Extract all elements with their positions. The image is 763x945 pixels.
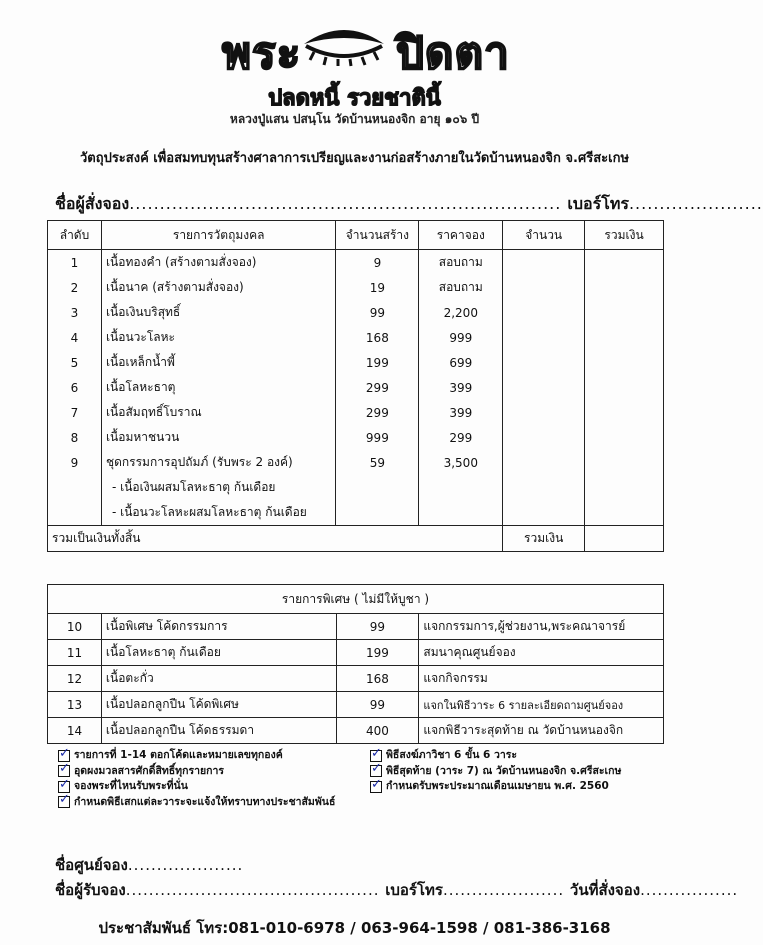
notes-left — [58, 748, 335, 810]
row-no: 4 — [48, 325, 102, 350]
table-row — [48, 250, 664, 276]
row-item: เนื้อมหาชนวน — [101, 425, 335, 450]
col-header-item: รายการวัตถุมงคล — [101, 221, 335, 250]
row-price: สอบถาม — [419, 275, 503, 300]
checkbox-icon — [58, 796, 70, 808]
row-item: ชุดกรรมการอุปถัมภ์ (รับพระ 2 องค์) — [101, 450, 335, 475]
receiver-label: ชื่อผู้รับจอง — [55, 881, 126, 899]
row-qty: 99 — [336, 692, 419, 718]
row-no: 3 — [48, 300, 102, 325]
row-no: 5 — [48, 350, 102, 375]
row-price: 399 — [419, 400, 503, 425]
row-item: เนื้อสัมฤทธิ์โบราณ — [101, 400, 335, 425]
note-item: ✓ จองพระที่ไหนรับพระที่นั่น — [58, 779, 335, 795]
row-no: 14 — [48, 718, 102, 744]
row-note: แจกพิธีวาระสุดท้าย ณ วัดบ้านหนองจิก — [419, 718, 664, 744]
row-price: 999 — [419, 325, 503, 350]
order-date-field[interactable]: ................. — [640, 881, 739, 899]
col-header-no: ลำดับ — [48, 221, 102, 250]
row-no: 2 — [48, 275, 102, 300]
row-item: เนื้อเงินบริสุทธิ์ — [101, 300, 335, 325]
table-header-row — [48, 221, 664, 250]
row-price: สอบถาม — [419, 250, 503, 276]
booking-center-line — [55, 853, 243, 877]
note-item: ✓ พิธีสงฆ์ภาวิชา 6 ขั้น 6 วาระ — [370, 748, 621, 764]
row-no: 11 — [48, 640, 102, 666]
note-item: ✓ พิธีสุดท้าย (วาระ 7) ณ วัดบ้านหนองจิก จ.ศรีสะเกษ — [370, 764, 621, 780]
closed-eye-icon — [300, 22, 388, 66]
row-note: แจกกิจกรรม — [419, 666, 664, 692]
row-price: 299 — [419, 425, 503, 450]
table-row — [48, 666, 664, 692]
receiver-phone-label: เบอร์โทร — [385, 881, 443, 899]
row-item: เนื้อพิเศษ โค้ดกรรมการ — [101, 614, 336, 640]
row-qty: 19 — [336, 275, 419, 300]
note-item: ✓ กำหนดรับพระประมาณเดือนเมษายน พ.ศ. 2560 — [370, 779, 621, 795]
row-qty: 299 — [336, 400, 419, 425]
checkbox-icon — [370, 781, 382, 793]
row-no: 10 — [48, 614, 102, 640]
checkbox-icon — [58, 750, 70, 762]
title-right: ปิดตา — [396, 28, 510, 79]
col-header-price: ราคาจอง — [419, 221, 503, 250]
special-table — [47, 584, 664, 744]
table-row — [48, 692, 664, 718]
row-item: เนื้อตะกั่ว — [101, 666, 336, 692]
order-line — [55, 192, 763, 217]
order-table — [47, 220, 664, 552]
note-item: ✓ อุดผงมวลสารศักดิ์สิทธิ์ทุกรายการ — [58, 764, 335, 780]
checkbox-icon — [58, 781, 70, 793]
title-left: พระ — [222, 28, 302, 79]
table-row — [48, 640, 664, 666]
orderer-name-field[interactable]: ....................................................................... — [129, 194, 568, 213]
row-no: 7 — [48, 400, 102, 425]
checkbox-icon — [58, 765, 70, 777]
sub-item: - เนื้อนวะโลหะผสมโลหะธาตุ ก้นเดือย — [101, 500, 335, 526]
special-title: รายการพิเศษ ( ไม่มีให้บูชา ) — [48, 585, 664, 614]
order-date-label: วันที่สั่งจอง — [569, 881, 641, 899]
subtitle: ปลดหนี้ รวยชาตินี้ — [268, 85, 441, 111]
row-no: 8 — [48, 425, 102, 450]
row-item: เนื้อนวะโลหะ — [101, 325, 335, 350]
table-row — [48, 614, 664, 640]
row-item: เนื้อปลอกลูกปืน โค้ดพิเศษ — [101, 692, 336, 718]
total-label: รวมเป็นเงินทั้งสิ้น — [48, 526, 503, 552]
row-price: 3,500 — [419, 450, 503, 475]
row-note: แจกในพิธีวาระ 6 รายละเอียดถามศูนย์จอง — [419, 692, 664, 718]
checkbox-icon — [370, 750, 382, 762]
row-price: 699 — [419, 350, 503, 375]
table-row — [48, 718, 664, 744]
orderer-phone-label: เบอร์โทร — [567, 194, 629, 213]
row-qty: 168 — [336, 666, 419, 692]
booking-center-label: ชื่อศูนย์จอง — [55, 856, 128, 874]
total-row — [48, 526, 664, 552]
row-no: 6 — [48, 375, 102, 400]
booking-center-field[interactable]: .................... — [127, 856, 244, 874]
orderer-name-label: ชื่อผู้สั่งจอง — [55, 194, 130, 213]
row-qty: 999 — [336, 425, 419, 450]
row-item: เนื้อโลหะธาตุ — [101, 375, 335, 400]
receiver-field[interactable]: ............................................ — [125, 881, 386, 899]
row-note: สมนาคุณศูนย์จอง — [419, 640, 664, 666]
row-qty: 400 — [336, 718, 419, 744]
row-note: แจกกรรมการ,ผู้ช่วยงาน,พระคณาจารย์ — [419, 614, 664, 640]
row-item: เนื้อเหล็กน้ำพี้ — [101, 350, 335, 375]
row-qty: 99 — [336, 300, 419, 325]
row-no: 12 — [48, 666, 102, 692]
row-no: 1 — [48, 250, 102, 276]
row-item: เนื้อโลหะธาตุ ก้นเดือย — [101, 640, 336, 666]
subline: หลวงปู่แสน ปสนฺโน วัดบ้านหนองจิก อายุ ๑๐๖ ปี — [229, 112, 480, 126]
row-item: เนื้อปลอกลูกปืน โค้ดธรรมดา — [101, 718, 336, 744]
amount-input-cell[interactable] — [503, 250, 585, 526]
header — [0, 0, 709, 166]
row-no: 13 — [48, 692, 102, 718]
grand-total-cell[interactable] — [585, 526, 664, 552]
row-qty: 168 — [336, 325, 419, 350]
row-qty: 199 — [336, 640, 419, 666]
row-qty: 9 — [336, 250, 419, 276]
orderer-phone-field[interactable]: ...................... — [628, 194, 763, 213]
row-item: เนื้อนาค (สร้างตามสั่งจอง) — [101, 275, 335, 300]
receiver-line — [55, 878, 738, 902]
row-qty: 59 — [336, 450, 419, 475]
col-header-amount: จำนวน — [503, 221, 585, 250]
col-header-built: จำนวนสร้าง — [336, 221, 419, 250]
row-price: 399 — [419, 375, 503, 400]
row-qty: 99 — [336, 614, 419, 640]
purpose-text: วัตถุประสงค์ เพื่อสมทบทุนสร้างศาลาการเปรียญและงานก่อสร้างภายในวัดบ้านหนองจิก จ.ศรีสะเกษ — [79, 151, 630, 166]
note-item: ✓ กำหนดพิธีเสกแต่ละวาระจะแจ้งให้ทราบทางประชาสัมพันธ์ — [58, 795, 335, 811]
contact-line: ประชาสัมพันธ์ โทร:081-010-6978 / 063-964-1598 / 081-386-3168 — [98, 919, 611, 937]
title-row — [0, 14, 709, 79]
notes-right — [370, 748, 621, 795]
row-qty: 299 — [336, 375, 419, 400]
sub-item: - เนื้อเงินผสมโลหะธาตุ ก้นเดือย — [101, 475, 335, 500]
note-item: ✓ รายการที่ 1-14 ตอกโค้ดและหมายเลขทุกองค์ — [58, 748, 335, 764]
receiver-phone-field[interactable]: ..................... — [442, 881, 570, 899]
sum-input-cell[interactable] — [585, 250, 664, 526]
sum-label: รวมเงิน — [503, 526, 585, 552]
col-header-sum: รวมเงิน — [585, 221, 664, 250]
row-qty: 199 — [336, 350, 419, 375]
checkbox-icon — [370, 765, 382, 777]
row-no: 9 — [48, 450, 102, 475]
row-item: เนื้อทองคำ (สร้างตามสั่งจอง) — [101, 250, 335, 276]
row-price: 2,200 — [419, 300, 503, 325]
